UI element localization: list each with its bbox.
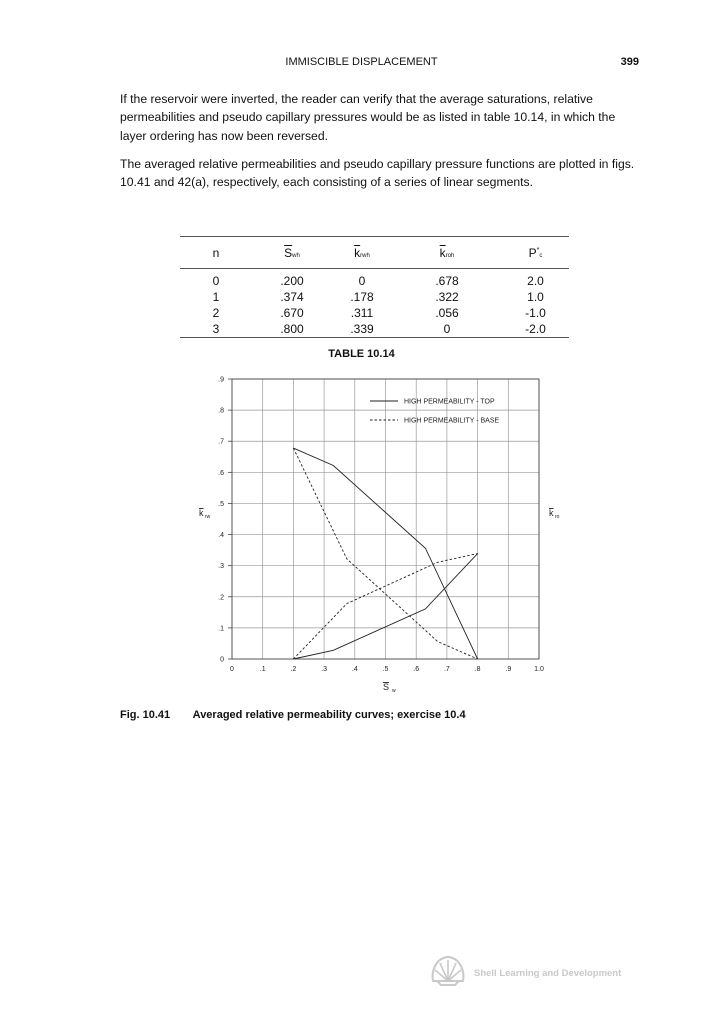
y-tick-label: .6 [218,469,224,477]
figure-label: Fig. 10.41 [120,709,171,721]
x-tick-label: .5 [382,666,389,673]
table-cell: .800 [252,321,332,338]
figure-caption [120,709,466,721]
x-tick-label: .7 [443,666,450,673]
figure-caption-text: Averaged relative permeability curves; exercise 10.4 [192,709,466,721]
table-cell: .056 [435,306,459,320]
y-tick-label: .4 [218,532,224,540]
table-cell: 1 [212,290,220,304]
table-cell: .178 [350,290,374,304]
table-cell: .311 [350,306,374,320]
x-tick-label: .1 [259,666,266,673]
y-tick-label: .2 [218,594,224,602]
running-header: IMMISCIBLE DISPLACEMENT [285,56,438,68]
table-cell: .670 [280,306,304,320]
y-axis-label-left: k [199,508,204,518]
table-cell: 2 [212,306,220,320]
x-tick-label: .4 [351,666,358,673]
y-tick-label: .9 [218,376,224,384]
page-number: 399 [620,56,639,68]
paragraph-inverted-reservoir: If the reservoir were inverted, the reader can verify that the average saturations, relative permeabilities and pseudo capillary pressures would be as listed in table 10.14, in which the layer ordering has now been reversed. [120,92,616,143]
table-cell: .374 [280,290,304,304]
x-tick-label: 0 [230,666,234,673]
y-tick-label: .1 [218,625,224,633]
table-cell: 1.0 [527,290,544,304]
table-cell: 3 [180,321,252,338]
shell-logo-icon [430,954,466,986]
y-tick-label: .3 [218,563,224,571]
table-cell: .339 [332,321,392,338]
table-cell: .678 [435,274,459,288]
table-cell: .322 [435,290,459,304]
paragraph-averaged-functions: The averaged relative permeabilities and pseudo capillary pressure functions are plotted in figs. 10.41 and 42(a), respectively, each consisting of a series of linear segments. [120,157,635,190]
y-axis-label-right-sub: ro [555,514,560,520]
x-tick-label: .9 [505,666,512,673]
x-tick-label: .2 [290,666,297,673]
x-tick-label: 1.0 [534,666,544,673]
table-cell: .200 [280,274,304,288]
legend-label: HIGH PERMEABILITY - TOP [404,398,495,406]
header-pc: P*c [502,237,569,269]
y-axis-label-right: k [549,508,554,518]
y-tick-label: .5 [218,500,224,508]
y-tick-label: .8 [218,407,224,415]
y-tick-label: .7 [218,438,224,446]
table-cell: 0 [358,274,366,288]
x-tick-label: .8 [474,666,481,673]
y-tick-label: 0 [220,656,224,664]
y-axis-label-left-sub: rw [205,514,211,520]
header-n: n [180,237,252,269]
x-tick-label: .3 [321,666,328,673]
table-cell: 0 [212,274,220,288]
header-krwh: $\overline{k}rwh$ [332,237,392,269]
x-tick-label: .6 [413,666,420,673]
x-axis-label: S [382,682,390,692]
table-caption: TABLE 10.14 [328,348,395,360]
table-cell: 2.0 [527,274,544,288]
legend-label: HIGH PERMEABILITY - BASE [404,417,500,425]
header-kroh: $\overline{k}roh$ [392,237,502,269]
footer-brand: Shell Learning and Development [474,968,622,979]
x-axis-label-sub: w [392,688,396,694]
table-cell: -2.0 [502,321,569,338]
table-cell: 0 [392,321,502,338]
table-cell: -1.0 [525,306,546,320]
header-swh: $\overline{S}wh$ [252,237,332,269]
